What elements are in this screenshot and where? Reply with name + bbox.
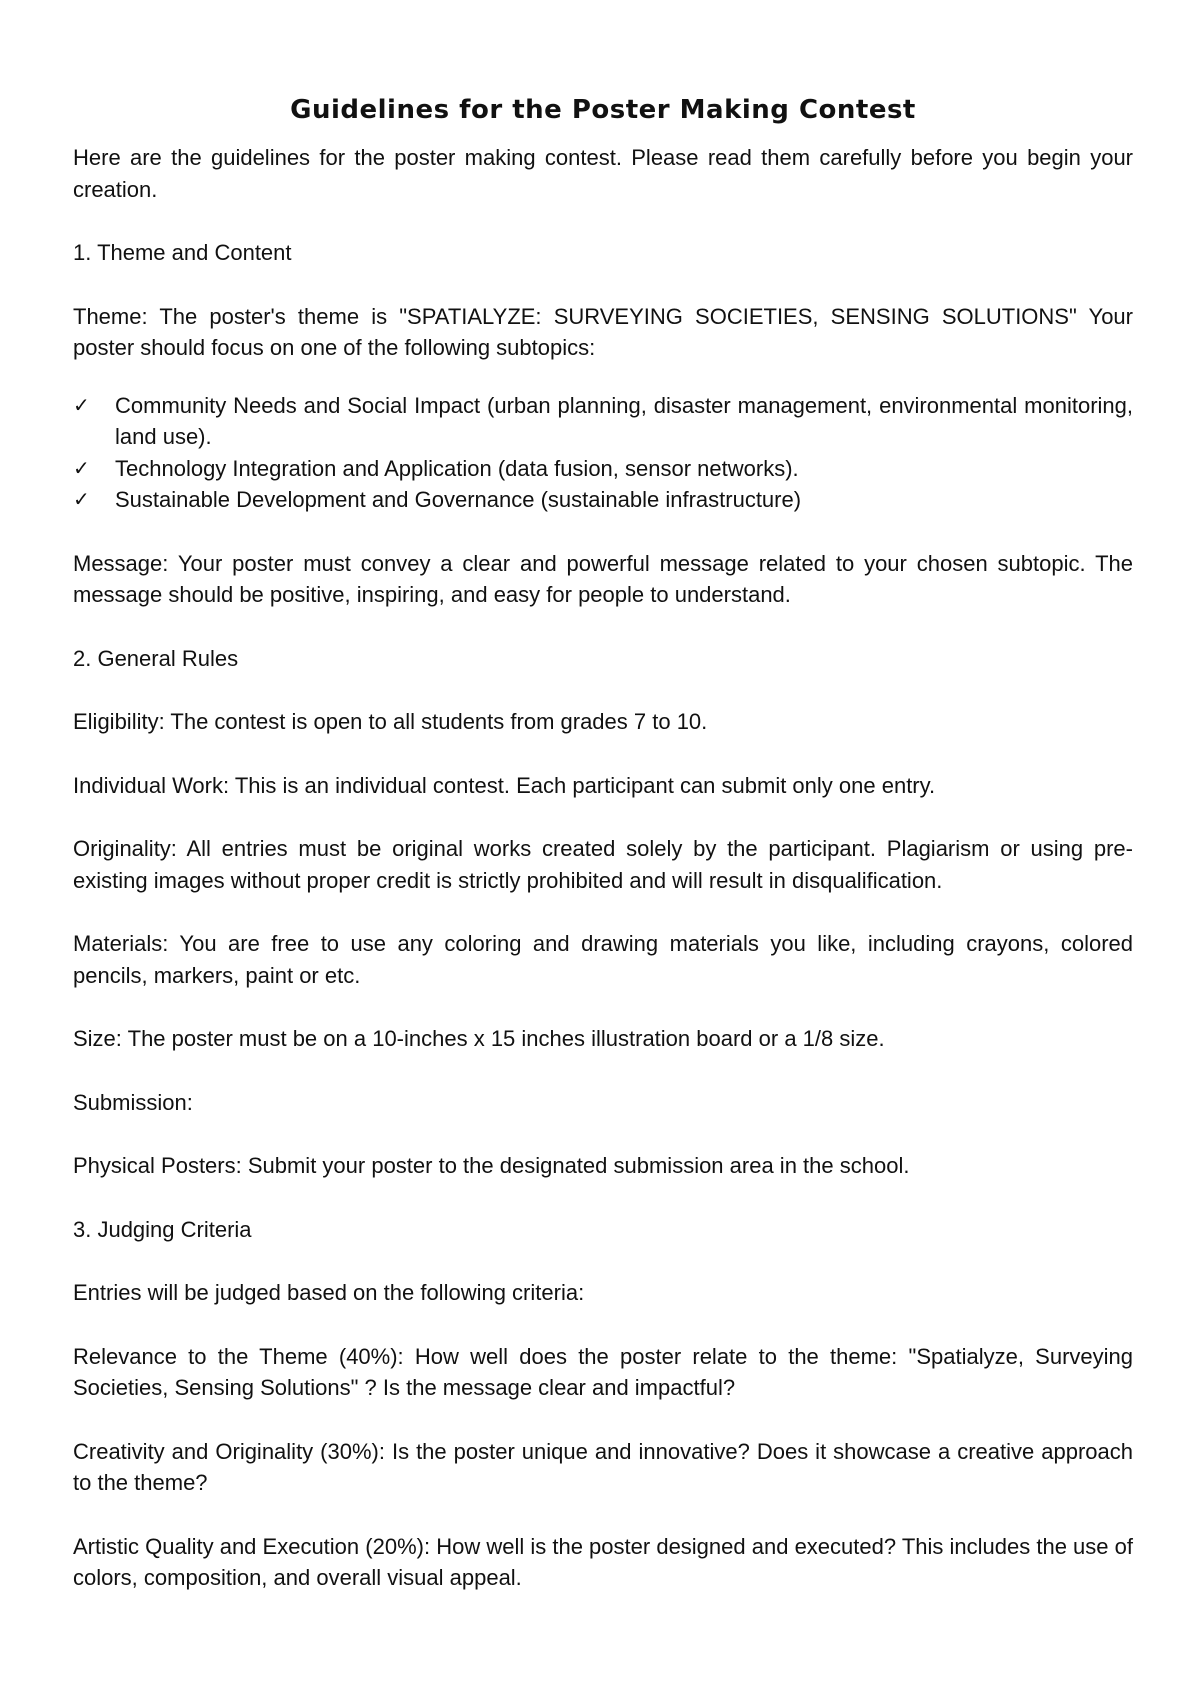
check-icon: ✓ xyxy=(73,487,90,511)
originality-paragraph: Originality: All entries must be original works created solely by the participant. Plagiarism or using pre-existing images without proper credit is strictly prohibited and will result in disqualification. xyxy=(73,836,1133,893)
physical-posters-paragraph: Physical Posters: Submit your poster to the designated submission area in the school. xyxy=(73,1153,910,1178)
subtopic-text: Technology Integration and Application (data fusion, sensor networks). xyxy=(115,455,799,481)
section-heading-general-rules: 2. General Rules xyxy=(73,645,239,671)
message-paragraph: Message: Your poster must convey a clear and powerful message related to your chosen subtopic. The message should be positive, inspiring, and easy for people to understand. xyxy=(73,550,1133,607)
theme-paragraph: Theme: The poster's theme is "SPATIALYZE: SURVEYING SOCIETIES, SENSING SOLUTIONS" Your poster should focus on one of the following subtopics: xyxy=(73,303,1133,360)
materials-paragraph: Materials: You are free to use any coloring and drawing materials you like, including crayons, colored pencils, markers, paint or etc. xyxy=(73,931,1133,988)
subtopic-text: Community Needs and Social Impact (urban planning, disaster management, environmental monitoring, land use). xyxy=(115,392,1133,449)
list-item xyxy=(73,453,1133,485)
criteria-intro: Entries will be judged based on the following criteria: xyxy=(73,1280,585,1305)
eligibility-paragraph: Eligibility: The contest is open to all students from grades 7 to 10. xyxy=(73,709,708,734)
intro-paragraph: Here are the guidelines for the poster making contest. Please read them carefully before you begin your creation. xyxy=(73,145,1133,202)
check-icon: ✓ xyxy=(73,392,90,417)
document-title: Guidelines for the Poster Making Contest xyxy=(290,95,916,125)
document-page xyxy=(73,92,1133,1626)
list-item xyxy=(73,484,1133,516)
individual-work-paragraph: Individual Work: This is an individual contest. Each participant can submit only one entry. xyxy=(73,772,936,798)
subtopic-list xyxy=(73,390,1133,516)
creativity-criterion: Creativity and Originality (30%): Is the poster unique and innovative? Does it showcase a creative approach to the theme? xyxy=(73,1438,1133,1495)
artistic-criterion: Artistic Quality and Execution (20%): How well is the poster designed and executed? This includes the use of colors, composition, and overall visual appeal. xyxy=(73,1533,1133,1590)
section-heading-theme: 1. Theme and Content xyxy=(73,240,292,265)
submission-label: Submission: xyxy=(73,1089,193,1115)
list-item xyxy=(73,390,1133,453)
size-paragraph: Size: The poster must be on a 10-inches x 15 inches illustration board or a 1/8 size. xyxy=(73,1026,885,1051)
section-heading-judging: 3. Judging Criteria xyxy=(73,1216,252,1242)
subtopic-text: Sustainable Development and Governance (sustainable infrastructure) xyxy=(115,487,802,512)
check-icon: ✓ xyxy=(73,455,90,480)
relevance-criterion: Relevance to the Theme (40%): How well does the poster relate to the theme: "Spatialyze, Surveying Societies, Sensing Solutions" ? Is the message clear and impactful? xyxy=(73,1343,1133,1400)
